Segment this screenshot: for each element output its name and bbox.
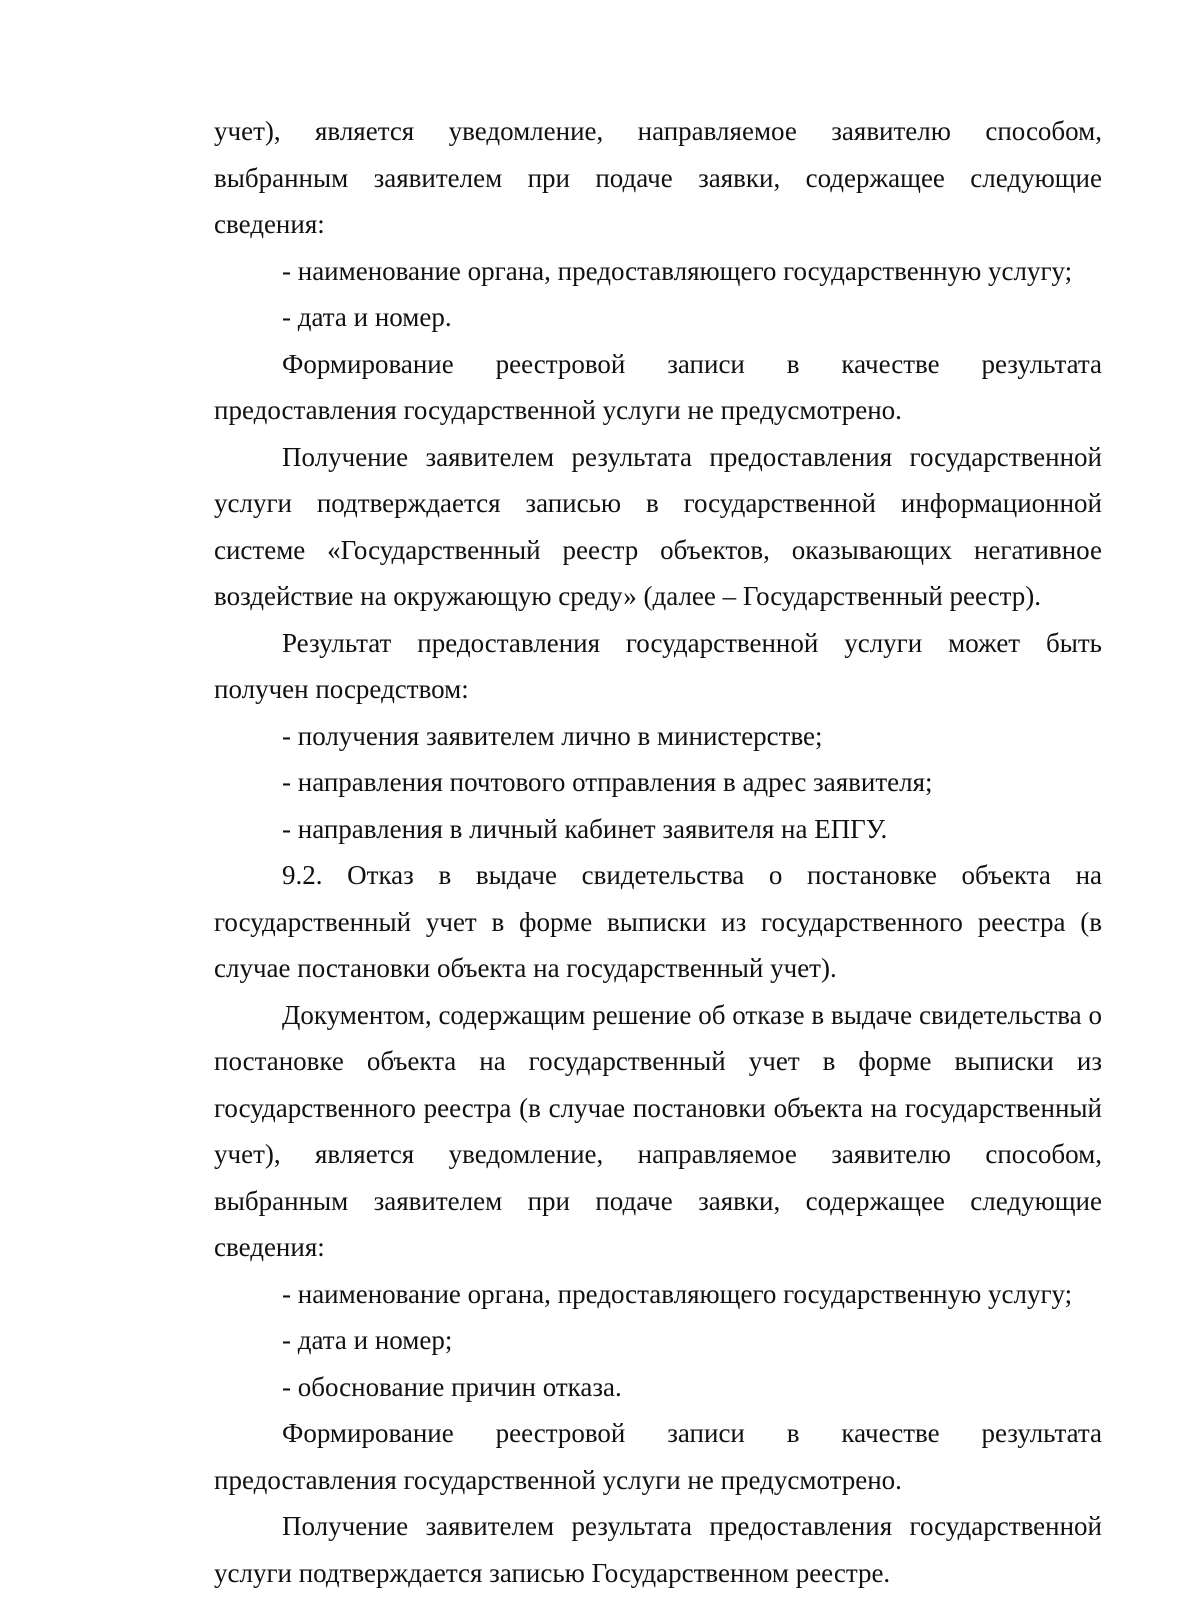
paragraph-continuation: учет), является уведомление, направляемое заявителю способом, выбранным заявителем при подаче заявки, содержащее следующие сведения: [214, 116, 1102, 239]
list-item: - получения заявителем лично в министерстве; [282, 720, 823, 751]
paragraph: Формирование реестровой записи в качестве результата предоставления государственной услуги не предусмотрено. [214, 1418, 1102, 1495]
list-item: - наименование органа, предоставляющего государственную услугу; [282, 255, 1073, 286]
list-item: - дата и номер; [282, 1325, 453, 1355]
paragraph: Результат предоставления государственной услуги может быть получен посредством: [214, 627, 1102, 704]
paragraph: Получение заявителем результата предоставления государственной услуги подтверждается записью в государственной информационной системе «Государственный реестр объектов, оказывающих негативное воздействие на окружающую среду» (далее – Государственный реестр). [214, 441, 1102, 611]
document-body [214, 108, 1102, 1596]
list-item: - дата и номер. [282, 302, 452, 332]
section-heading-paragraph: 9.2. Отказ в выдаче свидетельства о постановке объекта на государственный учет в форме выписки из государственного реестра (в случае постановки объекта на государственный учет). [214, 860, 1102, 983]
list-item: - направления почтового отправления в адрес заявителя; [282, 767, 933, 797]
list-item: - обоснование причин отказа. [282, 1371, 622, 1402]
list-item: - наименование органа, предоставляющего государственную услугу; [282, 1278, 1073, 1309]
paragraph: Получение заявителем результата предоставления государственной услуги подтверждается записью Государственном реестре. [214, 1511, 1102, 1588]
paragraph: Документом, содержащим решение об отказе в выдаче свидетельства о постановке объекта на государственный учет в форме выписки из государственного реестра (в случае постановки объекта на государственный учет), является уведомление, направляемое заявителю способом, выбранным заявителем при подаче заявки, содержащее следующие сведения: [214, 999, 1102, 1262]
paragraph: Формирование реестровой записи в качестве результата предоставления государственной услуги не предусмотрено. [214, 348, 1102, 425]
list-item: - направления в личный кабинет заявителя на ЕПГУ. [282, 813, 888, 844]
